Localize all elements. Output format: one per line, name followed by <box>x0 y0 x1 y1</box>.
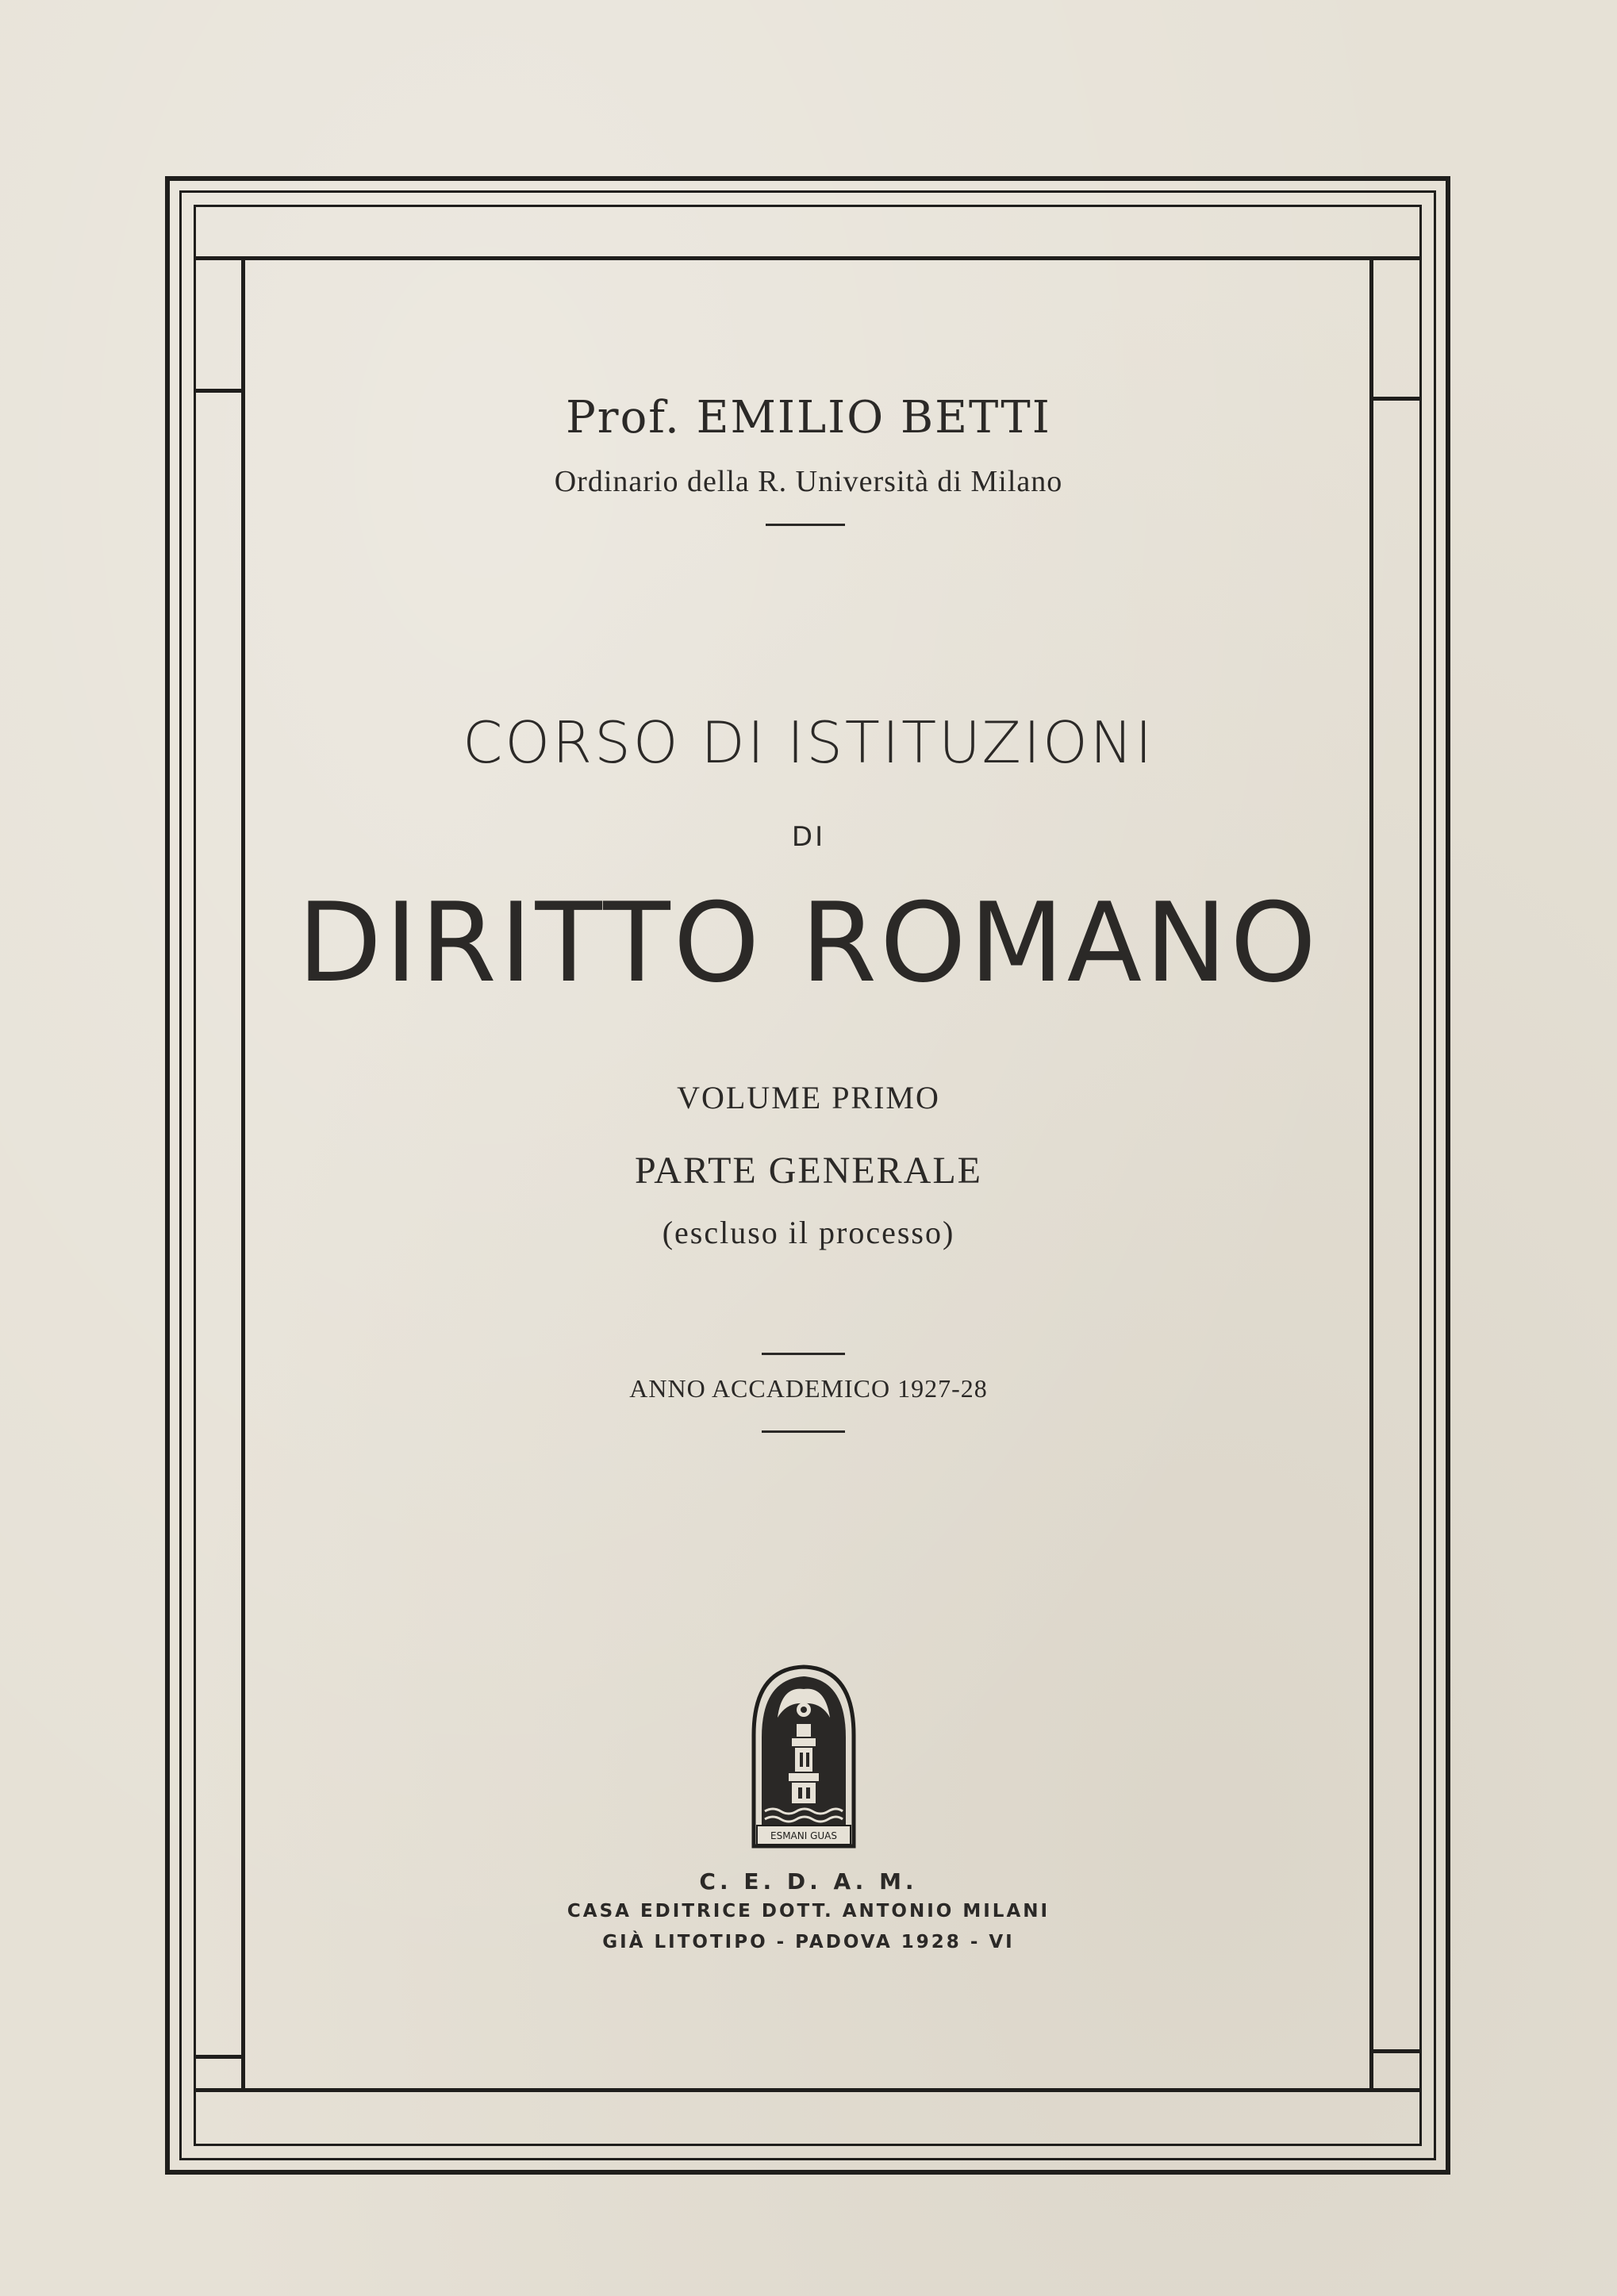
part-label: PARTE GENERALE <box>634 1150 982 1192</box>
frame-crossbar-top <box>194 256 1422 260</box>
publisher-emblem-icon <box>746 1662 862 1849</box>
publisher-place-date: GIÀ LITOTIPO - PADOVA 1928 - VI <box>602 1932 1015 1952</box>
author-name: Prof. EMILIO BETTI <box>566 392 1051 443</box>
frame-inner-bottom <box>194 2144 1422 2146</box>
author-affiliation: Ordinario della R. Università di Milano <box>554 465 1063 498</box>
title-line-2: DI <box>791 821 826 853</box>
frame-outer-bottom <box>165 2170 1450 2175</box>
frame-tick-right-bottom <box>1373 2049 1419 2053</box>
academic-year: ANNO ACCADEMICO 1927-28 <box>629 1374 988 1403</box>
volume-label: VOLUME PRIMO <box>677 1080 940 1115</box>
divider-rule-year-bottom <box>762 1430 845 1433</box>
divider-rule <box>766 524 845 526</box>
divider-rule-year-top <box>762 1353 845 1355</box>
frame-crossbar-bottom <box>194 2088 1422 2092</box>
frame-outer-top <box>165 176 1450 181</box>
frame-inner-top <box>194 205 1422 207</box>
main-title: DIRITTO ROMANO <box>297 879 1320 1007</box>
frame-second-top <box>179 190 1436 193</box>
frame-tick-left-bottom <box>194 2055 241 2059</box>
logo-banner-text: ESMANI GUAS <box>770 1830 837 1841</box>
publisher-name: CASA EDITRICE DOTT. ANTONIO MILANI <box>567 1901 1050 1922</box>
part-note: (escluso il processo) <box>662 1215 955 1250</box>
title-line-1: CORSO DI ISTITUZIONI <box>463 709 1154 776</box>
publisher-abbreviation: C. E. D. A. M. <box>699 1868 918 1895</box>
frame-second-bottom <box>179 2158 1436 2160</box>
